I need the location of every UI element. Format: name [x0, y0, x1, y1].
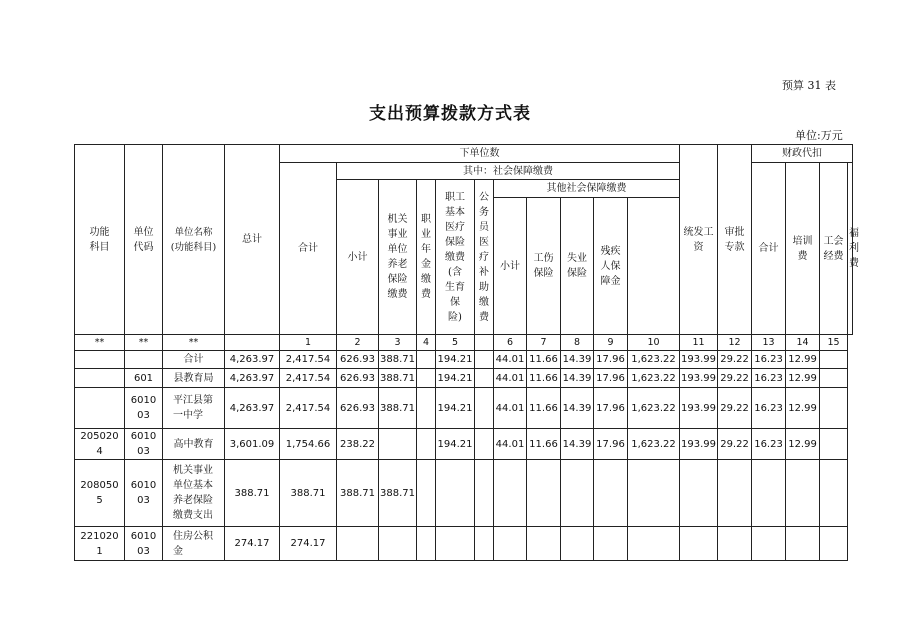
value-cell: [680, 527, 718, 561]
index-cell: [475, 335, 494, 351]
func-code-cell: [75, 388, 125, 429]
value-cell: 194.21: [436, 369, 475, 388]
value-cell: 1,623.22: [628, 369, 680, 388]
func-code-cell: 208050 5: [75, 460, 125, 527]
header-civil-medical: 公 务 员 医 疗 补 助 缴 费: [475, 180, 494, 335]
value-cell: 238.22: [337, 429, 379, 460]
value-cell: [417, 369, 436, 388]
index-cell: 12: [718, 335, 752, 351]
header-injury: 工伤 保险: [527, 198, 561, 335]
value-cell: 1,623.22: [628, 388, 680, 429]
value-cell: 44.01: [494, 388, 527, 429]
value-cell: [475, 527, 494, 561]
header-func-subject: 功能 科目: [75, 145, 125, 335]
value-cell: 14.39: [561, 388, 594, 429]
index-cell: 14: [786, 335, 820, 351]
value-cell: 12.99: [786, 429, 820, 460]
value-cell: 11.66: [527, 369, 561, 388]
header-social-subtotal: 小计: [337, 180, 379, 335]
header-other-subtotal: 小计: [494, 198, 527, 335]
value-cell: [337, 527, 379, 561]
header-training: 培训 费: [786, 163, 820, 335]
table-row: [75, 351, 853, 369]
value-cell: [561, 527, 594, 561]
func-code-cell: 205020 4: [75, 429, 125, 460]
value-cell: [628, 460, 680, 527]
header-approved-special: 审批 专款: [718, 145, 752, 335]
index-cell: **: [163, 335, 225, 351]
value-cell: 4,263.97: [225, 351, 280, 369]
value-cell: 626.93: [337, 351, 379, 369]
value-cell: [594, 527, 628, 561]
header-pension: 机关 事业 单位 养老 保险 缴费: [379, 180, 417, 335]
value-cell: 12.99: [786, 388, 820, 429]
value-cell: 29.22: [718, 429, 752, 460]
value-cell: [527, 460, 561, 527]
header-spacer: [628, 198, 680, 335]
value-cell: [561, 460, 594, 527]
value-cell: [527, 527, 561, 561]
value-cell: 12.99: [786, 351, 820, 369]
unit-code-cell: 6010 03: [125, 429, 163, 460]
unit-code-cell: [125, 351, 163, 369]
value-cell: [786, 460, 820, 527]
value-cell: 388.71: [379, 369, 417, 388]
value-cell: 44.01: [494, 369, 527, 388]
value-cell: 193.99: [680, 369, 718, 388]
index-cell: 1: [280, 335, 337, 351]
index-cell: 7: [527, 335, 561, 351]
value-cell: 626.93: [337, 388, 379, 429]
value-cell: 2,417.54: [280, 351, 337, 369]
index-cell: 10: [628, 335, 680, 351]
value-cell: 2,417.54: [280, 369, 337, 388]
value-cell: 388.71: [225, 460, 280, 527]
index-cell: 3: [379, 335, 417, 351]
unit-name-cell: 县教育局: [163, 369, 225, 388]
header-total: 总计: [225, 145, 280, 335]
unit-name-cell: 机关事业 单位基本 养老保险 缴费支出: [163, 460, 225, 527]
value-cell: [417, 527, 436, 561]
value-cell: 274.17: [225, 527, 280, 561]
header-lower-subtotal: 合计: [280, 163, 337, 335]
value-cell: [417, 351, 436, 369]
index-cell: 11: [680, 335, 718, 351]
value-cell: [494, 527, 527, 561]
value-cell: [752, 460, 786, 527]
value-cell: [718, 460, 752, 527]
value-cell: 1,623.22: [628, 429, 680, 460]
value-cell: [379, 527, 417, 561]
index-cell: 9: [594, 335, 628, 351]
value-cell: [436, 527, 475, 561]
value-cell: 274.17: [280, 527, 337, 561]
value-cell: 193.99: [680, 388, 718, 429]
value-cell: 14.39: [561, 351, 594, 369]
value-cell: 29.22: [718, 351, 752, 369]
value-cell: 11.66: [527, 351, 561, 369]
value-cell: [786, 527, 820, 561]
value-cell: 1,623.22: [628, 351, 680, 369]
value-cell: [475, 351, 494, 369]
func-code-cell: [75, 351, 125, 369]
value-cell: 44.01: [494, 429, 527, 460]
value-cell: 12.99: [786, 369, 820, 388]
value-cell: 17.96: [594, 429, 628, 460]
table-row: [75, 429, 853, 460]
header-of-which-social: 其中：社会保障缴费: [337, 163, 680, 180]
index-cell: **: [75, 335, 125, 351]
index-row: [75, 335, 853, 351]
index-cell: **: [125, 335, 163, 351]
value-cell: 17.96: [594, 369, 628, 388]
value-cell: 16.23: [752, 369, 786, 388]
func-code-cell: 221020 1: [75, 527, 125, 561]
value-cell: 14.39: [561, 369, 594, 388]
value-cell: [820, 369, 848, 388]
value-cell: [475, 369, 494, 388]
value-cell: 193.99: [680, 429, 718, 460]
unit-code-cell: 6010 03: [125, 527, 163, 561]
value-cell: 11.66: [527, 429, 561, 460]
value-cell: 626.93: [337, 369, 379, 388]
value-cell: [820, 388, 848, 429]
value-cell: [628, 527, 680, 561]
value-cell: 29.22: [718, 369, 752, 388]
unit-code-cell: 601: [125, 369, 163, 388]
value-cell: 16.23: [752, 429, 786, 460]
table-row: [75, 527, 853, 561]
value-cell: 388.71: [379, 460, 417, 527]
value-cell: 194.21: [436, 388, 475, 429]
value-cell: [820, 460, 848, 527]
value-cell: 11.66: [527, 388, 561, 429]
table-row: [75, 460, 853, 527]
header-welfare: 福 利 费: [848, 163, 853, 335]
header-union: 工会 经费: [820, 163, 848, 335]
header-unemployment: 失业 保险: [561, 198, 594, 335]
value-cell: 194.21: [436, 351, 475, 369]
value-cell: [820, 351, 848, 369]
index-cell: 2: [337, 335, 379, 351]
unit-code-cell: 6010 03: [125, 388, 163, 429]
value-cell: 388.71: [379, 351, 417, 369]
header-fiscal-deduction: 财政代扣: [752, 145, 853, 163]
index-cell: 4: [417, 335, 436, 351]
value-cell: [475, 460, 494, 527]
value-cell: [417, 388, 436, 429]
value-cell: 193.99: [680, 351, 718, 369]
index-cell: 15: [820, 335, 848, 351]
value-cell: 4,263.97: [225, 369, 280, 388]
header-unified-salary: 统发工资: [680, 145, 718, 335]
value-cell: [417, 460, 436, 527]
value-cell: [718, 527, 752, 561]
value-cell: [436, 460, 475, 527]
index-cell: 8: [561, 335, 594, 351]
form-number: 预算 31 表: [782, 79, 836, 92]
value-cell: [494, 460, 527, 527]
value-cell: 17.96: [594, 388, 628, 429]
value-cell: 194.21: [436, 429, 475, 460]
header-fd-subtotal: 合计: [752, 163, 786, 335]
value-cell: 388.71: [280, 460, 337, 527]
value-cell: 16.23: [752, 388, 786, 429]
index-cell: 6: [494, 335, 527, 351]
index-cell: 5: [436, 335, 475, 351]
value-cell: 388.71: [337, 460, 379, 527]
header-disability: 残疾 人保 障金: [594, 198, 628, 335]
value-cell: 17.96: [594, 351, 628, 369]
value-cell: 388.71: [379, 388, 417, 429]
unit-code-cell: 6010 03: [125, 460, 163, 527]
value-cell: 16.23: [752, 351, 786, 369]
table-row: [75, 369, 853, 388]
value-cell: [475, 388, 494, 429]
value-cell: 29.22: [718, 388, 752, 429]
value-cell: 3,601.09: [225, 429, 280, 460]
value-cell: 1,754.66: [280, 429, 337, 460]
header-unit-name: 单位名称 (功能科目): [163, 145, 225, 335]
value-cell: [680, 460, 718, 527]
unit-name-cell: 平江县第 一中学: [163, 388, 225, 429]
page-title: 支出预算拨款方式表: [369, 104, 531, 124]
value-cell: [417, 429, 436, 460]
value-cell: 2,417.54: [280, 388, 337, 429]
index-cell: [225, 335, 280, 351]
header-medical: 职工 基本 医疗 保险 缴费 (含 生育 保 险): [436, 180, 475, 335]
header-lower-units: 下单位数: [280, 145, 680, 163]
unit-name-cell: 住房公积 金: [163, 527, 225, 561]
value-cell: [594, 460, 628, 527]
header-annuity: 职 业 年 金 缴 费: [417, 180, 436, 335]
unit-label: 单位:万元: [795, 129, 843, 142]
func-code-cell: [75, 369, 125, 388]
value-cell: [752, 527, 786, 561]
value-cell: 4,263.97: [225, 388, 280, 429]
value-cell: [379, 429, 417, 460]
value-cell: [475, 429, 494, 460]
budget-table: [74, 144, 860, 561]
unit-name-cell: 高中教育: [163, 429, 225, 460]
header-unit-code: 单位 代码: [125, 145, 163, 335]
value-cell: 44.01: [494, 351, 527, 369]
value-cell: [820, 527, 848, 561]
index-cell: 13: [752, 335, 786, 351]
unit-name-cell: 合计: [163, 351, 225, 369]
value-cell: 14.39: [561, 429, 594, 460]
value-cell: [820, 429, 848, 460]
header-other-social: 其他社会保障缴费: [494, 180, 680, 198]
table-row: [75, 388, 853, 429]
